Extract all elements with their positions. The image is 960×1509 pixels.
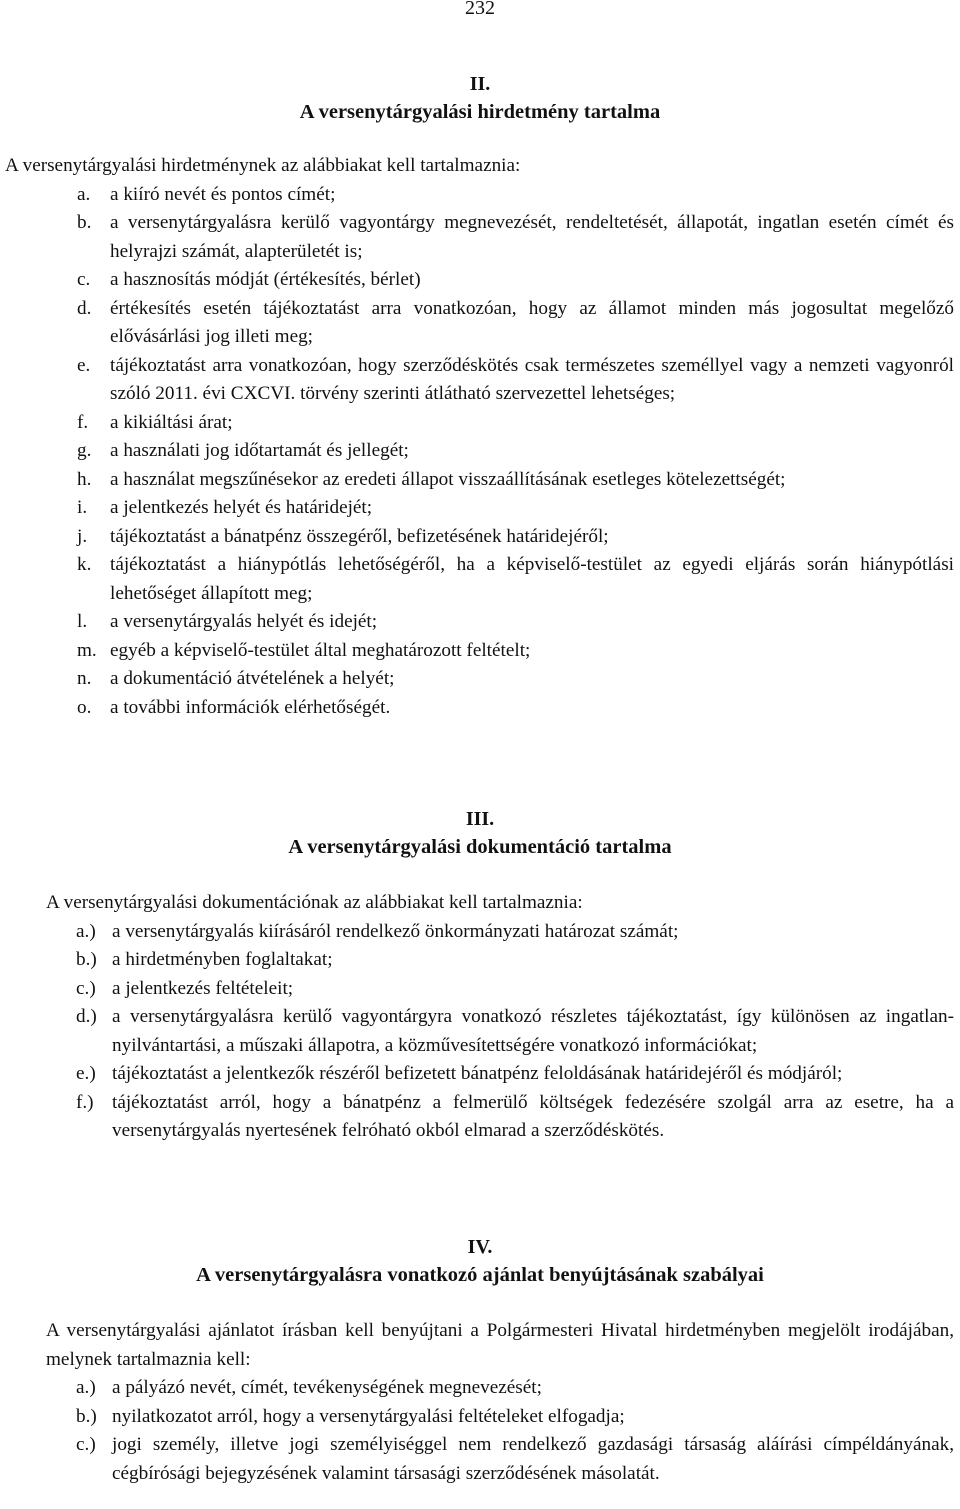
list-item bbox=[0, 608, 960, 637]
list-item bbox=[0, 209, 960, 266]
list-item-text: a dokumentáció átvételének a helyét; bbox=[110, 668, 395, 689]
section-iv bbox=[0, 1233, 960, 1488]
list-item-text: tájékoztatást arra vonatkozóan, hogy szerződéskötés csak természetes személlyel vagy a nemzeti vagyonról szóló 2011. évi CXCVI. törvény szerinti átlátható szervezettel lehetséges; bbox=[110, 354, 954, 404]
list-item bbox=[0, 1431, 960, 1488]
list-item-text: a hasznosítás módját (értékesítés, bérlet) bbox=[110, 269, 421, 290]
list-item-marker: h. bbox=[77, 468, 92, 490]
list-item-marker: j. bbox=[77, 525, 88, 547]
list-item-text: tájékoztatást a jelentkezők részéről befizetett bánatpénz feloldásának határidejéről és módjáról; bbox=[112, 1063, 843, 1084]
list-item-text: a hirdetményben foglaltakat; bbox=[112, 949, 333, 970]
list-item-text: a versenytárgyalásra kerülő vagyontárgy megnevezését, rendeltetését, állapotát, ingatlan esetén címét és helyrajzi számát, alapterületét is; bbox=[110, 212, 954, 262]
list-item-marker: b.) bbox=[76, 949, 97, 970]
list-item-marker: a.) bbox=[76, 920, 96, 942]
list-item bbox=[0, 523, 960, 552]
list-item-text: tájékoztatást a hiánypótlás lehetőségéről, ha a képviselő-testület az egyedi eljárás során hiánypótlási lehetőséget állapított meg; bbox=[110, 554, 954, 604]
list-item bbox=[0, 665, 960, 694]
section-title: A versenytárgyalási dokumentáció tartalma bbox=[288, 836, 672, 858]
list-item-text: a használat megszűnésekor az eredeti állapot visszaállításának esetleges kötelezettségét; bbox=[110, 468, 786, 490]
list-item-text: tájékoztatást a bánatpénz összegéről, befizetésének határidejéről; bbox=[110, 525, 609, 547]
list-item bbox=[0, 694, 960, 723]
list-item bbox=[0, 637, 960, 666]
list-item-marker: d.) bbox=[76, 1006, 97, 1027]
list-item bbox=[0, 1089, 960, 1146]
list-item bbox=[0, 1003, 960, 1060]
list-item-marker: a. bbox=[77, 183, 91, 205]
list-item bbox=[0, 1403, 960, 1432]
list-item bbox=[0, 409, 960, 438]
list-item-text: a jelentkezés feltételeit; bbox=[112, 977, 294, 999]
list-item-text: nyilatkozatot arról, hogy a versenytárgyalási feltételeket elfogadja; bbox=[112, 1405, 625, 1427]
list-item bbox=[0, 1374, 960, 1403]
list-item bbox=[0, 295, 960, 352]
list-item bbox=[0, 918, 960, 947]
list-item bbox=[0, 181, 960, 210]
section-title: A versenytárgyalási hirdetmény tartalma bbox=[299, 101, 661, 123]
section-intro: A versenytárgyalási hirdetménynek az alábbiakat kell tartalmaznia: bbox=[5, 155, 521, 176]
list-item-text: a kiíró nevét és pontos címét; bbox=[110, 183, 336, 205]
list-item-text: a versenytárgyalás kiírásáról rendelkező önkormányzati határozat számát; bbox=[112, 920, 679, 942]
requirements-list bbox=[0, 181, 960, 723]
list-item-marker: n. bbox=[77, 668, 92, 689]
list-item-text: a kikiáltási árat; bbox=[110, 411, 233, 433]
list-item-text: a versenytárgyalás helyét és idejét; bbox=[110, 611, 378, 632]
section-ii bbox=[0, 70, 960, 722]
list-item-marker: o. bbox=[77, 696, 92, 718]
list-item-text: egyéb a képviselő-testület által meghatározott feltételt; bbox=[110, 639, 531, 661]
list-item-marker: f.) bbox=[76, 1091, 94, 1113]
list-item-text: a használati jog időtartamát és jellegét; bbox=[110, 440, 409, 461]
list-item-text: a jelentkezés helyét és határidejét; bbox=[110, 497, 373, 518]
section-intro: A versenytárgyalási ajánlatot írásban kell benyújtani a Polgármesteri Hivatal hirdetményben megjelölt irodájában, melynek tartalmaznia kell: bbox=[46, 1320, 954, 1370]
section-number: IV. bbox=[467, 1236, 493, 1258]
section-number: III. bbox=[465, 808, 495, 830]
list-item bbox=[0, 352, 960, 409]
list-item-marker: e.) bbox=[76, 1063, 96, 1084]
list-item-marker: b. bbox=[77, 212, 92, 233]
list-item-text: a további információk elérhetőségét. bbox=[110, 696, 391, 718]
list-item bbox=[0, 1060, 960, 1089]
list-item-marker: c. bbox=[77, 269, 91, 290]
list-item-text: jogi személy, illetve jogi személyiséggel nem rendelkező gazdasági társaság aláírási címpéldányának, cégbírósági bejegyzésének valamint társasági szerződésének másolatát. bbox=[112, 1434, 954, 1484]
section-intro: A versenytárgyalási dokumentációnak az alábbiakat kell tartalmaznia: bbox=[46, 892, 583, 913]
list-item-text: a pályázó nevét, címét, tevékenységének megnevezését; bbox=[112, 1377, 542, 1398]
section-iii bbox=[0, 805, 960, 1146]
list-item-marker: m. bbox=[77, 639, 97, 661]
requirements-list bbox=[0, 918, 960, 1146]
list-item-marker: d. bbox=[77, 297, 92, 319]
list-item-marker: b.) bbox=[76, 1405, 97, 1427]
list-item-text: a versenytárgyalásra kerülő vagyontárgyra vonatkozó részletes tájékoztatást, így különösen az ingatlan-nyilvántartási, a műszaki állapotra, a közművesítettségére vonatkozó információkat; bbox=[112, 1006, 954, 1056]
list-item-marker: g. bbox=[77, 440, 92, 461]
list-item-text: tájékoztatást arról, hogy a bánatpénz a felmerülő költségek fedezésére szolgál arra az esetre, ha a versenytárgyalás nyertesének felróható okból elmarad a szerződéskötés. bbox=[112, 1091, 954, 1141]
list-item-marker: c.) bbox=[76, 977, 96, 999]
list-item bbox=[0, 266, 960, 295]
list-item bbox=[0, 494, 960, 523]
list-item-marker: l. bbox=[77, 611, 88, 632]
list-item-marker: c.) bbox=[76, 1434, 96, 1455]
page-number: 232 bbox=[465, 0, 495, 19]
list-item bbox=[0, 437, 960, 466]
list-item-marker: f. bbox=[77, 411, 89, 433]
list-item-marker: i. bbox=[77, 497, 88, 518]
list-item-text: értékesítés esetén tájékoztatást arra vonatkozóan, hogy az államot minden más jogosultat megelőző elővásárlási jog illeti meg; bbox=[110, 297, 954, 347]
list-item bbox=[0, 466, 960, 495]
list-item bbox=[0, 946, 960, 975]
list-item-marker: e. bbox=[77, 354, 91, 376]
list-item-marker: a.) bbox=[76, 1377, 96, 1398]
list-item bbox=[0, 551, 960, 608]
section-number: II. bbox=[469, 73, 491, 95]
list-item bbox=[0, 975, 960, 1004]
section-title: A versenytárgyalásra vonatkozó ajánlat benyújtásának szabályai bbox=[196, 1264, 764, 1286]
list-item-marker: k. bbox=[77, 554, 92, 575]
requirements-list bbox=[0, 1374, 960, 1488]
